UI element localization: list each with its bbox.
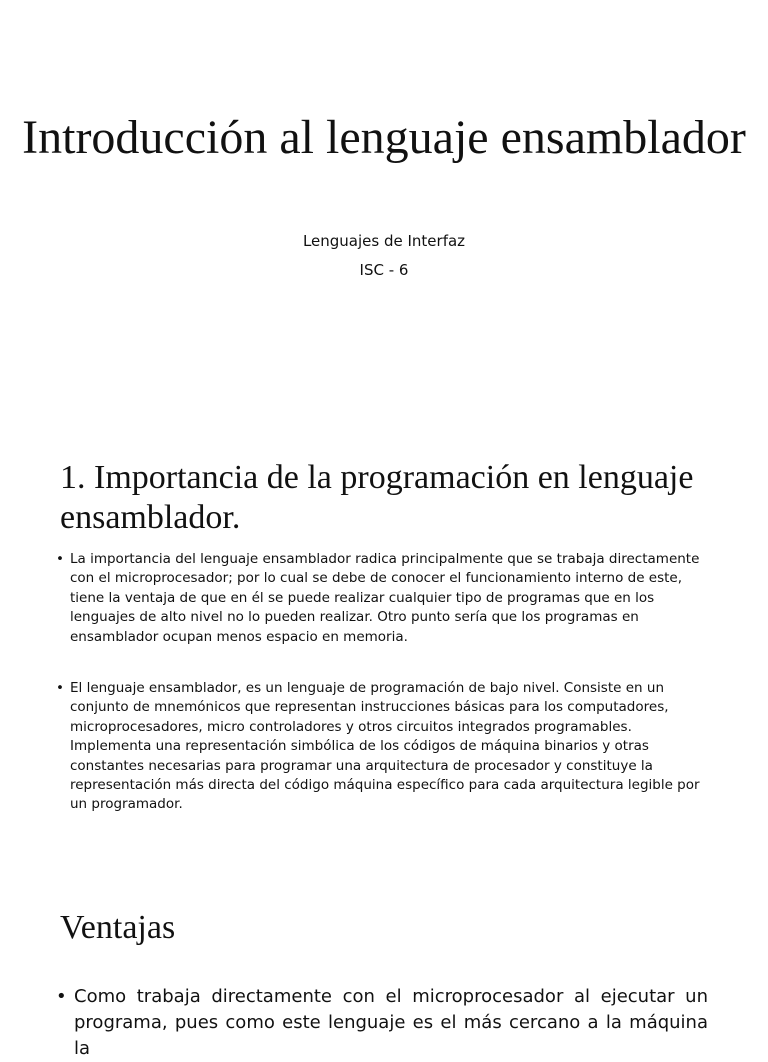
- bullet-text: Como trabaja directamente con el microprocesador al ejecutar un programa, pues como este lenguaje es el más cercano a la máquina la: [74, 986, 708, 1059]
- bullet-text: La importancia del lenguaje ensamblador radica principalmente que se trabaja directamente con el microprocesador; por lo cual se debe de conocer el funcionamiento interno de este, tiene la ventaja de que en él se puede realizar cualquier tipo de programas que en los lenguajes de alto nivel no lo pueden realizar. Otro punto sería que los programas en ensamblador ocupan menos espacio en memoria.: [70, 551, 700, 645]
- ventajas-bullet-list: [56, 984, 708, 1062]
- title-slide: [0, 0, 768, 420]
- bullet-item: [56, 984, 708, 1062]
- ventajas-slide: [0, 880, 768, 1059]
- presentation-title: Introducción al lenguaje ensamblador: [22, 111, 746, 164]
- bullet-glyph: •: [56, 551, 64, 567]
- importance-heading: 1. Importancia de la programación en lenguaje ensamblador.: [60, 459, 694, 536]
- importance-slide: [0, 440, 768, 860]
- importance-bullet-list: [56, 550, 714, 815]
- bullet-item: [56, 679, 714, 815]
- bullet-item: [56, 550, 714, 647]
- ventajas-heading: Ventajas: [60, 909, 176, 946]
- bullet-glyph: •: [56, 680, 64, 697]
- bullet-glyph: •: [56, 986, 67, 1007]
- course-code: ISC - 6: [359, 261, 409, 279]
- course-name: Lenguajes de Interfaz: [302, 232, 466, 250]
- bullet-text: El lenguaje ensamblador, es un lenguaje de programación de bajo nivel. Consiste en un conjunto de mnemónicos que representan instrucciones básicas para los computadores, microprocesadores, micro controladores y otros circuitos integrados programables. Implementa una representación simbólica de los códigos de máquina binarios y otras constantes necesarias para programar una arquitectura de procesador y constituye la representación más directa del código máquina específico para cada arquitectura legible por un programador.: [70, 680, 700, 813]
